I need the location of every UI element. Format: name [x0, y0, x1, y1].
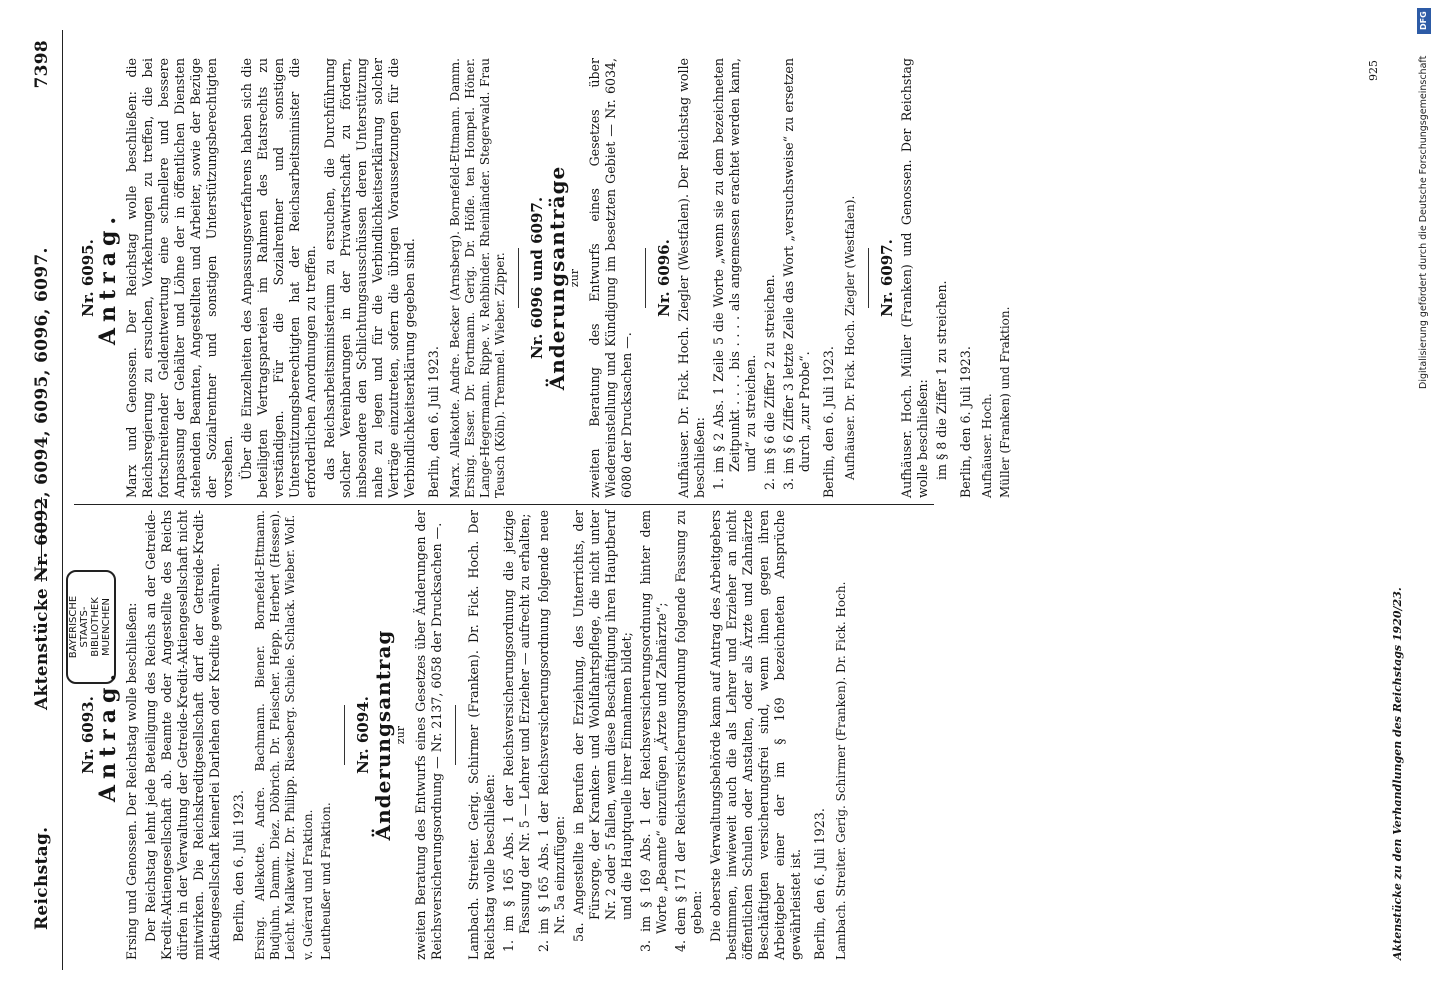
item-6096: 1. im § 2 Abs. 1 Zeile 5 die Worte „wenn sie zu dem bezeichneten Zeitpunkt . . . . bis . . . . als angemessen erachtet werden kann, und“ zu streichen.: [711, 58, 758, 490]
item-6096: 3. im § 6 Ziffer 3 letzte Zeile das Wort „versuchsweise“ zu ersetzen durch „zur Probe“.: [781, 58, 812, 490]
header-rule: [62, 30, 63, 970]
rotated-page-content: [30, 30, 1410, 970]
page-header: [32, 30, 62, 970]
item-5a-6094: 5a. Angestellte in Berufen der Erziehung, des Unterrichts, der Fürsorge, der Kranken- und Wohlfahrtspflege, die nicht unter Nr. 2 oder 5 fallen, wenn diese Beschäftigung ihren Hauptberuf und die Hauptquelle ihrer Einnahmen bildet;: [571, 510, 634, 942]
title-aenderungsantrag-6094: Änderungsantrag: [371, 629, 395, 841]
date-6094: Berlin, den 6. Juli 1923.: [812, 808, 827, 960]
signers-6095: Marx. Allekotte. Andre. Becker (Arnsberg). Bornefeld-Ettmann. Damm. Ersing. Esser. Dr. Fortmann. Gerig. Dr. Höfle. ten Hompel. Höner. Lange-Hegermann. Rippe. v. Rehbinder. Rheinländer. Stegerwald. Frau Teusch (Köln). Tremmel. Wieber. Zipper.: [448, 58, 507, 498]
signers2-6093: v. Guérard und Fraktion.: [301, 809, 315, 960]
nr-6096: Nr. 6096.: [655, 239, 673, 317]
signers2-6097: Müller (Franken) und Fraktion.: [998, 306, 1012, 498]
text-6093: Der Reichstag lehnt jede Beteiligung des Reichs an der Getreide-Kredit-Aktiengesellschaft ab. Beamte oder Angestellte des Reichs dürfen in der Verwaltung der Getreide-Kredit-Aktiengesellschaft nicht mitwirken. Die Reichskreditgesellschaft darf der Getreide-Kredit-Aktiengesellschaft keinerlei Darlehen oder Kredite gewähren.: [143, 510, 222, 960]
stamp-line: MUENCHEN: [101, 597, 112, 657]
subject-6094: zweiten Beratung des Entwurfs eines Gesetzes über Änderungen der Reichsversicherungsordnung — Nr. 2137, 6058 der Drucksachen —.: [413, 510, 444, 960]
signers-6097: Aufhäuser. Hoch.: [980, 393, 994, 498]
item-6096: 2. im § 6 die Ziffer 2 zu streichen.: [762, 274, 777, 490]
credit-text: Digitalisierung gefördert durch die Deutsche Forschungsgemeinschaft: [1418, 55, 1429, 389]
header-center-prefix: Aktenstücke: [32, 587, 52, 710]
title-antrag-6093: Antrag.: [95, 667, 121, 803]
nr-6093: Nr. 6093.: [79, 696, 97, 774]
signers-6096: Aufhäuser. Dr. Fick. Hoch. Ziegler (Westfalen).: [843, 195, 857, 480]
date-6096: Berlin, den 6. Juli 1923.: [821, 346, 836, 498]
header-center: [32, 247, 52, 710]
nr-6095: Nr. 6095.: [79, 239, 97, 317]
nr-6097: Nr. 6097.: [878, 239, 896, 317]
item-6094: 2. im § 165 Abs. 1 der Reichsversicherungsordnung folgende neue Nr. 5a einzufügen:: [536, 510, 567, 952]
stamp-line: BAYERISCHE: [68, 595, 79, 659]
item-6094: 4. dem § 171 der Reichsversicherungsordnung folgende Fassung zu geben:: [673, 510, 704, 952]
separator: [868, 248, 869, 308]
date-6093: Berlin, den 6. Juli 1923.: [231, 790, 246, 942]
stamp-line: STAATS-: [79, 606, 90, 648]
intro-6096: Aufhäuser. Dr. Fick. Hoch. Ziegler (Westfalen). Der Reichstag wolle beschließen:: [676, 58, 707, 498]
header-page-number: 7398: [32, 40, 52, 89]
stamp-line: BIBLIOTHEK: [90, 597, 101, 657]
digitization-credit: [1416, 4, 1432, 404]
signers-6094: Lambach. Streiter. Gerig. Schirmer (Franken). Dr. Fick. Hoch.: [834, 581, 848, 960]
zur-6094: zur: [394, 725, 407, 745]
p3-6095: das Reichsarbeitsministerium zu ersuchen, die Durchführung solcher Vereinbarungen in der Privatwirtschaft zu fördern, insbesondere den Schlichtungsausschüssen deren Unterstützung nahe zu legen und für die Verbindlichkeitserklärung solcher Verträge einzutreten, sofern die übrigen Voraussetzungen für die Verbindlichkeitserklärung gegeben sind.: [322, 58, 417, 498]
signers3-6093: Leutheußer und Fraktion.: [319, 802, 333, 960]
header-left: Reichstag.: [32, 826, 52, 930]
separator: [645, 248, 646, 308]
subject-6096-6097: zweiten Beratung des Entwurfs eines Gesetzes über Wiedereinstellung und Kündigung im besetzten Gebiet — Nr. 6034, 6080 der Drucksachen —.: [587, 58, 634, 498]
date-6095: Berlin, den 6. Juli 1923.: [426, 346, 441, 498]
title-aenderungsantraege: Änderungsanträge: [545, 165, 569, 391]
right-column: [74, 58, 1012, 498]
left-column: [74, 510, 954, 960]
item4-text-6094: Die oberste Verwaltungsbehörde kann auf Antrag des Arbeitgebers bestimmen, inwieweit auch die als Lehrer und Erzieher an nicht öffentlichen Schulen oder Anstalten, oder als Ärzte und Zahnärzte Beschäftigten versicherungsfrei sind, wenn ihnen gegen ihren Arbeitgeber einer der im § 169 bezeichneten Ansprüche gewährleistet ist.: [708, 510, 803, 960]
intro-6095: Marx und Genossen. Der Reichstag wolle beschließen: die Reichsregierung zu ersuchen, Vorkehrungen zu treffen, die bei fortschreitender Geldentwertung eine schnellere und bessere Anpassung der Gehälter und Löhne der in öffentlichen Diensten stehenden Beamten, Angestellten und Arbeiter, sowie der Bezüge der Sozialrentner und sonstigen Unterstützungsberechtigten vorsehen.: [124, 58, 235, 498]
date-6097: Berlin, den 6. Juli 1923.: [958, 346, 973, 498]
signers-6093: Ersing. Allekotte. Andre. Bachmann. Biener. Bornefeld-Ettmann. Budjuhn. Damm. Diez. Döbrich. Dr. Fleischer. Hepp. Herbert (Hessen). Leicht. Malkewitz. Dr. Philipp. Rieseberg. Schiele. Schlack. Wieber. Wolf.: [253, 510, 297, 960]
separator: [344, 705, 345, 765]
nr-6094: Nr. 6094.: [354, 696, 372, 774]
item-6094: 3. im § 169 Abs. 1 der Reichsversicherungsordnung hinter dem Worte „Beamte“ einzufügen „Ärzte und Zahnärzte“;: [638, 510, 669, 952]
p2-6095: Über die Einzelheiten des Anpassungsverfahrens haben sich die beteiligten Vertragsparteien im Rahmen des Etatsrechts zu verständigen. Für die Sozialrentner und sonstigen Unterstützungsberechtigten hat der Reichsarbeitsminister die erforderlichen Anordnungen zu treffen.: [239, 58, 318, 498]
column-divider: [74, 504, 934, 505]
item-6097: im § 8 die Ziffer 1 zu streichen.: [934, 280, 949, 480]
header-center-strike: Nr. 6092: [32, 497, 52, 582]
zur-6096-6097: zur: [568, 268, 581, 288]
separator: [518, 248, 519, 308]
sheet-number: 925: [1367, 60, 1380, 81]
title-antrag-6095: Antrag.: [95, 210, 121, 346]
dfg-logo: DFG: [1417, 8, 1431, 34]
header-center-suffix: , 6094, 6095, 6096, 6097.: [32, 247, 52, 498]
intro-6094: Lambach. Streiter. Gerig. Schirmer (Franken). Dr. Fick. Hoch. Der Reichstag wolle beschließen:: [466, 510, 497, 960]
page-footer: Aktenstücke zu den Verhandlungen des Reichstags 1920/23.: [1391, 587, 1404, 960]
nr-6096-6097: Nr. 6096 und 6097.: [528, 196, 546, 360]
item-6094: 1. im § 165 Abs. 1 der Reichsversicherungsordnung die jetzige Fassung der Nr. 5 — Lehrer und Erzieher — aufrecht zu erhalten;: [501, 510, 532, 952]
intro-6097: Aufhäuser. Hoch. Müller (Franken) und Genossen. Der Reichstag wolle beschließen:: [899, 58, 930, 498]
intro-6093: Ersing und Genossen. Der Reichstag wolle beschließen:: [124, 602, 139, 960]
separator: [455, 705, 456, 765]
